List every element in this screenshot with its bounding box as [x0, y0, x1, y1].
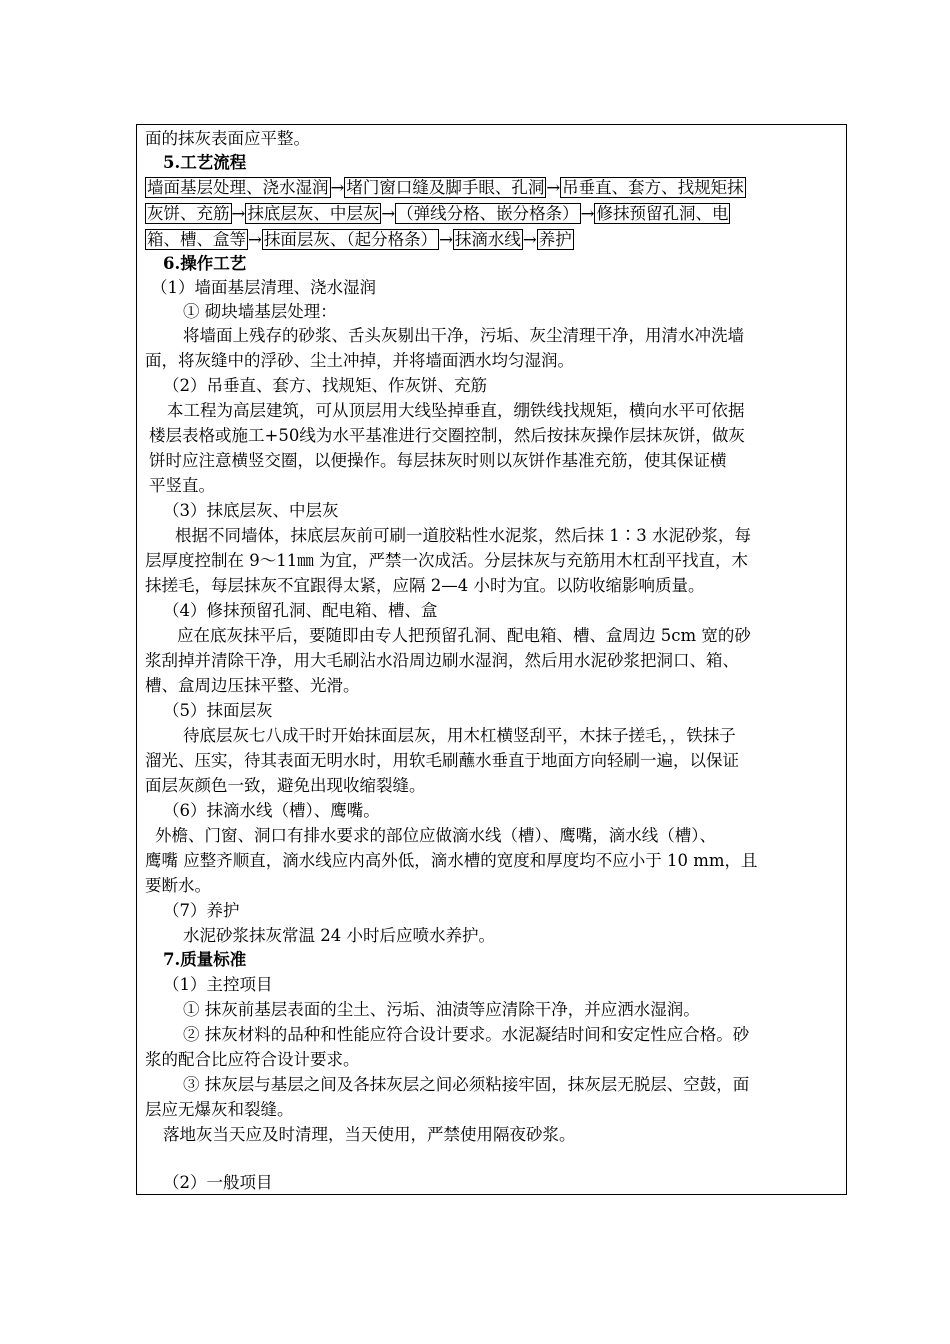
content-frame [136, 124, 847, 1195]
arrow-icon: → [381, 204, 396, 223]
process-flow-row-1 [145, 176, 746, 200]
text-line: 待底层灰七八成干时开始抹面层灰，用木杠横竖刮平，木抹子搓毛，，铁抹子 [183, 726, 736, 745]
text-line: 面，将灰缝中的浮砂、尘土冲掉，并将墙面洒水均匀湿润。 [145, 351, 574, 370]
text-line: 溜光、压实，待其表面无明水时，用软毛刷蘸水垂直于地面方向轻刷一遍，以保证 [145, 751, 739, 770]
subsection-heading: （3）抹底层灰、中层灰 [163, 501, 339, 520]
text-line: 饼时应注意横竖交圈，以便操作。每层抹灰时则以灰饼作基准充筋，使其保证横 [149, 451, 727, 470]
flow-step: 养护 [538, 230, 572, 249]
flow-step: 修抹预留孔洞、电 [596, 204, 729, 223]
section-heading-7: 7.质量标准 [163, 950, 247, 969]
subsection-heading: （7）养护 [163, 901, 240, 920]
text-line: 落地灰当天应及时清理，当天使用，严禁使用隔夜砂浆。 [163, 1125, 576, 1144]
text-line: 鹰嘴 应整齐顺直，滴水线应内高外低，滴水槽的宽度和厚度均不应小于 10 mm，且 [145, 851, 758, 870]
section-heading-6: 6.操作工艺 [163, 254, 247, 273]
text-line: 浆的配合比应符合设计要求。 [145, 1050, 360, 1069]
text-line: 应在底灰抹平后，要随即由专人把预留孔洞、配电箱、槽、盒周边 5cm 宽的砂 [177, 626, 751, 645]
process-flow-row-2 [145, 202, 730, 226]
text-line: 浆刮掉并清除干净，用大毛刷沾水沿周边刷水湿润，然后用水泥砂浆把洞口、箱、 [145, 651, 739, 670]
text-line: 楼层表格或施工+50线为水平基准进行交圈控制，然后按抹灰操作层抹灰饼，做灰 [149, 426, 745, 445]
section-heading-5: 5.工艺流程 [163, 153, 247, 172]
text-line: 层应无爆灰和裂缝。 [145, 1100, 294, 1119]
subsection-heading: （2）一般项目 [163, 1173, 273, 1192]
flow-step: 抹滴水线 [454, 230, 521, 249]
text-line: 本工程为高层建筑，可从顶层用大线坠掉垂直，绷铁线找规矩，横向水平可依据 [167, 401, 745, 420]
arrow-icon: → [330, 178, 345, 197]
flow-step: （弹线分格、嵌分格条） [397, 204, 579, 223]
text-line: 抹搓毛，每层抹灰不宜跟得太紧，应隔 2—4 小时为宜。以防收缩影响质量。 [145, 576, 705, 595]
flow-step: 抹底层灰、中层灰 [247, 204, 380, 223]
subsection-heading: （6）抹滴水线（槽）、鹰嘴。 [163, 801, 380, 820]
text-line: 面的抹灰表面应平整。 [145, 129, 310, 148]
arrow-icon: → [248, 230, 262, 249]
flow-step: 箱、槽、盒等 [147, 230, 246, 249]
flow-step: 灰饼、充筋 [147, 204, 230, 223]
text-line: 面层灰颜色一致，避免出现收缩裂缝。 [145, 776, 426, 795]
subsection-heading: （1）墙面基层清理、浇水湿润 [151, 278, 376, 297]
arrow-icon: → [546, 178, 561, 197]
text-line: 层厚度控制在 9～11㎜ 为宜，严禁一次成活。分层抹灰与充筋用木杠刮平找直，木 [145, 551, 748, 570]
text-line: 要断水。 [145, 876, 211, 895]
arrow-icon: → [522, 230, 537, 249]
arrow-icon: → [231, 204, 246, 223]
process-flow-row-3 [145, 228, 574, 252]
arrow-icon: → [439, 230, 453, 249]
text-line: 水泥砂浆抹灰常温 24 小时后应喷水养护。 [183, 926, 495, 945]
text-line: ③ 抹灰层与基层之间及各抹灰层之间必须粘接牢固，抹灰层无脱层、空鼓，面 [183, 1075, 750, 1094]
flow-step: 墙面基层处理、浇水湿润 [147, 178, 329, 197]
text-line: ② 抹灰材料的品种和性能应符合设计要求。水泥凝结时间和安定性应合格。砂 [183, 1025, 750, 1044]
text-line: ① 抹灰前基层表面的尘土、污垢、油渍等应清除干净，并应洒水湿润。 [183, 1000, 700, 1019]
text-line: 槽、盒周边压抹平整、光滑。 [145, 676, 360, 695]
subsection-heading: （5）抹面层灰 [163, 701, 273, 720]
text-line: 平竖直。 [149, 476, 215, 495]
subsection-heading: （1）主控项目 [163, 975, 273, 994]
flow-step: 抹面层灰、（起分格条） [263, 230, 438, 249]
text-line: 将墙面上残存的砂浆、舌头灰剔出干净，污垢、灰尘清理干净，用清水冲洗墙 [183, 326, 744, 345]
arrow-icon: → [580, 204, 595, 223]
subsection-heading: （4）修抹预留孔洞、配电箱、槽、盒 [163, 601, 438, 620]
text-line: ① 砌块墙基层处理： [183, 302, 337, 321]
subsection-heading: （2）吊垂直、套方、找规矩、作灰饼、充筋 [163, 376, 487, 395]
flow-step: 堵门窗口缝及脚手眼、孔洞 [346, 178, 545, 197]
flow-step: 吊垂直、套方、找规矩抹 [562, 178, 744, 197]
text-line: 外檐、门窗、洞口有排水要求的部位应做滴水线（槽）、鹰嘴，滴水线（槽）、 [155, 826, 716, 845]
text-line: 根据不同墙体，抹底层灰前可刷一道胶粘性水泥浆，然后抹 1∶3 水泥砂浆，每 [175, 526, 751, 545]
